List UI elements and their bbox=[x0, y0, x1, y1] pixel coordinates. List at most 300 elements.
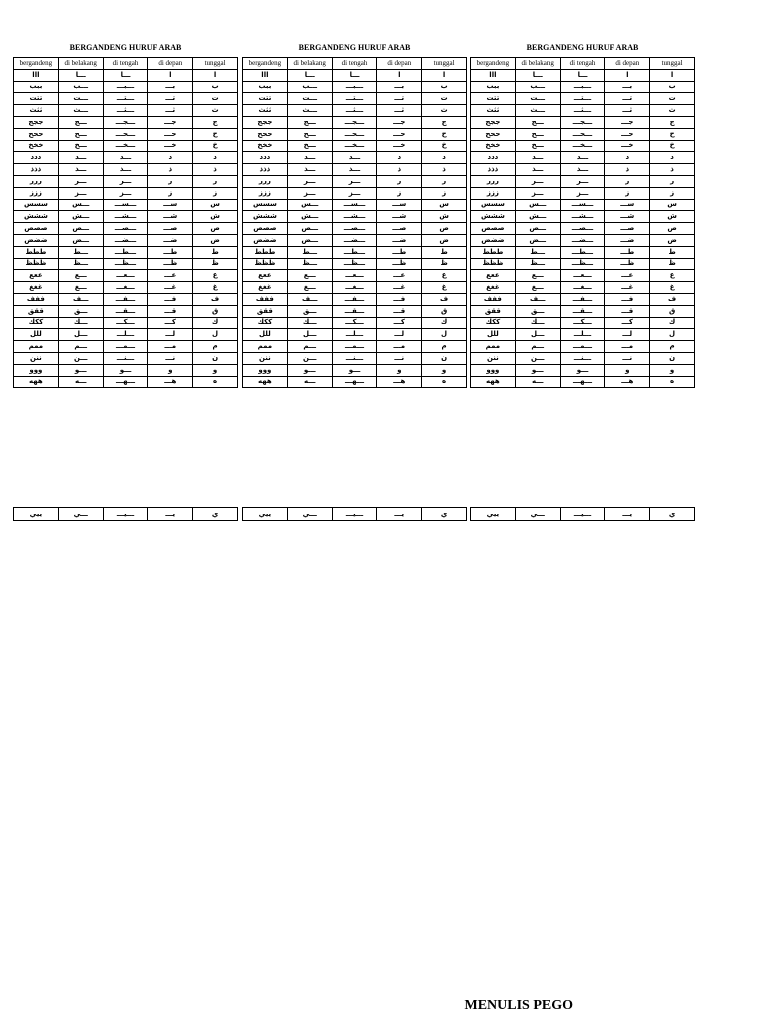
table-cell: غـــ bbox=[377, 282, 422, 294]
table-cell: قـــ bbox=[148, 305, 193, 317]
table-cell: ـــد bbox=[103, 152, 148, 164]
table-cell: خـــ bbox=[148, 140, 193, 152]
table-title: BERGANDENG HURUF ARAB bbox=[298, 43, 411, 52]
table-cell: ش bbox=[422, 211, 467, 223]
table-cell: ف bbox=[650, 293, 695, 305]
table-cell: خـــ bbox=[605, 140, 650, 152]
table-row bbox=[243, 364, 467, 376]
table-cell: مـــ bbox=[605, 341, 650, 353]
table-row bbox=[14, 187, 238, 199]
table-cell: ـــز bbox=[58, 187, 103, 199]
column-header: di depan bbox=[605, 58, 650, 70]
table-cell: صصص bbox=[243, 223, 288, 235]
table-cell: ـــخ bbox=[58, 140, 103, 152]
table-cell: ظ bbox=[193, 258, 238, 270]
table-row bbox=[471, 329, 695, 341]
table-cell: ـــك bbox=[58, 317, 103, 329]
table-cell: ـــق bbox=[515, 305, 560, 317]
table-cell: ـــج bbox=[58, 116, 103, 128]
table-cell: ههه bbox=[243, 376, 288, 388]
table-cell: ع bbox=[193, 270, 238, 282]
table-cell: ـــش bbox=[287, 211, 332, 223]
table-cell: ووو bbox=[14, 364, 59, 376]
table-cell: ـــجـــ bbox=[103, 116, 148, 128]
table-cell: ششش bbox=[471, 211, 516, 223]
table-cell: حـــ bbox=[605, 128, 650, 140]
table-cell: ح bbox=[193, 128, 238, 140]
table-cell: ـــف bbox=[58, 293, 103, 305]
table-cell: ذ bbox=[148, 164, 193, 176]
table-row bbox=[471, 175, 695, 187]
table-cell: ثثث bbox=[471, 105, 516, 117]
table-cell: غ bbox=[422, 282, 467, 294]
table-cell: ن bbox=[422, 352, 467, 364]
table-cell: ـــغـــ bbox=[103, 282, 148, 294]
table-cell: ـــا bbox=[560, 69, 605, 81]
letter-table-block-3 bbox=[470, 42, 695, 388]
table-cell: بـــ bbox=[377, 81, 422, 93]
table-cell: ـــت bbox=[515, 93, 560, 105]
table-cell: ههه bbox=[14, 376, 59, 388]
table-cell: ـــضـــ bbox=[103, 234, 148, 246]
table-cell: ا bbox=[148, 69, 193, 81]
table-cell: ا bbox=[377, 69, 422, 81]
table-cell: غغغ bbox=[243, 282, 288, 294]
table-row bbox=[14, 246, 238, 258]
table-cell: ســـ bbox=[377, 199, 422, 211]
table-row bbox=[243, 93, 467, 105]
footer-title: MENULIS PEGO bbox=[464, 998, 573, 1013]
table-cell: ص bbox=[650, 223, 695, 235]
table-cell: ققق bbox=[14, 305, 59, 317]
table-cell: فـــ bbox=[605, 293, 650, 305]
table-cell: عـــ bbox=[148, 270, 193, 282]
table-cell: ششش bbox=[243, 211, 288, 223]
table-cell: ذ bbox=[193, 164, 238, 176]
table-cell: ز bbox=[650, 187, 695, 199]
table-cell: ـــد bbox=[560, 152, 605, 164]
table-cell: طـــ bbox=[377, 246, 422, 258]
table-cell: ـــمـــ bbox=[560, 341, 605, 353]
table-cell: تتت bbox=[14, 93, 59, 105]
table-cell: ـــظـــ bbox=[332, 258, 377, 270]
table-cell: د bbox=[148, 152, 193, 164]
table-cell: ـــي bbox=[58, 508, 103, 521]
table-cell: ـــو bbox=[58, 364, 103, 376]
table-cell: ـــمـــ bbox=[332, 341, 377, 353]
table-cell: ظظظ bbox=[471, 258, 516, 270]
table-cell: ـــصـــ bbox=[560, 223, 605, 235]
table-cell: ههه bbox=[471, 376, 516, 388]
table-cell: ففف bbox=[471, 293, 516, 305]
table-cell: ر bbox=[377, 175, 422, 187]
table-cell: ـــس bbox=[515, 199, 560, 211]
table-cell: ككك bbox=[14, 317, 59, 329]
table-cell: خخخ bbox=[243, 140, 288, 152]
letter-table-block-2 bbox=[242, 42, 467, 388]
table-row bbox=[243, 305, 467, 317]
table-cell: ـــه bbox=[287, 376, 332, 388]
table-cell: خـــ bbox=[377, 140, 422, 152]
table-cell: ط bbox=[422, 246, 467, 258]
table-row bbox=[471, 128, 695, 140]
table-cell: ااا bbox=[243, 69, 288, 81]
table-row bbox=[471, 508, 695, 521]
table-cell: ضضض bbox=[14, 234, 59, 246]
table-cell: ي bbox=[193, 508, 238, 521]
table-cell: تـــ bbox=[148, 93, 193, 105]
table-row bbox=[14, 128, 238, 140]
table-cell: ـــع bbox=[515, 270, 560, 282]
table-cell: ـــض bbox=[287, 234, 332, 246]
table-cell: ضـــ bbox=[605, 234, 650, 246]
table-row bbox=[14, 211, 238, 223]
table-cell: ســـ bbox=[605, 199, 650, 211]
table-cell: ه bbox=[422, 376, 467, 388]
table-cell: ـــو bbox=[515, 364, 560, 376]
table-cell: ـــخـــ bbox=[560, 140, 605, 152]
table-cell: ـــب bbox=[58, 81, 103, 93]
table-row bbox=[243, 508, 467, 521]
table-cell: ـــفـــ bbox=[103, 293, 148, 305]
table-cell: ججج bbox=[243, 116, 288, 128]
table-cell: ااا bbox=[471, 69, 516, 81]
table-cell: ع bbox=[422, 270, 467, 282]
table-cell: ـــو bbox=[332, 364, 377, 376]
bottom-table-body bbox=[471, 508, 695, 521]
table-cell: ـــر bbox=[103, 175, 148, 187]
table-cell: ظـــ bbox=[377, 258, 422, 270]
table-cell: ـــنـــ bbox=[560, 352, 605, 364]
table-cell: ـــث bbox=[515, 105, 560, 117]
table-cell: ـــو bbox=[287, 364, 332, 376]
table-cell: قـــ bbox=[377, 305, 422, 317]
table-cell: ج bbox=[193, 116, 238, 128]
table-cell: ض bbox=[193, 234, 238, 246]
table-row bbox=[14, 152, 238, 164]
table-cell: ـــح bbox=[287, 128, 332, 140]
table-cell: طـــ bbox=[148, 246, 193, 258]
table-cell: ـــذ bbox=[103, 164, 148, 176]
table-cell: ص bbox=[193, 223, 238, 235]
table-row bbox=[471, 187, 695, 199]
table-row bbox=[14, 293, 238, 305]
table-cell: ـــكـــ bbox=[103, 317, 148, 329]
table-row bbox=[243, 69, 467, 81]
table-cell: سسس bbox=[471, 199, 516, 211]
table-cell: ررر bbox=[243, 175, 288, 187]
table-row bbox=[471, 116, 695, 128]
table-row bbox=[14, 81, 238, 93]
table-cell: ب bbox=[193, 81, 238, 93]
table-row bbox=[471, 152, 695, 164]
table-body bbox=[243, 69, 467, 388]
table-cell: ججج bbox=[14, 116, 59, 128]
table-row bbox=[14, 93, 238, 105]
table-cell: ممم bbox=[471, 341, 516, 353]
table-cell: ـــبـــ bbox=[560, 81, 605, 93]
table-cell: تتت bbox=[243, 93, 288, 105]
table-cell: ض bbox=[650, 234, 695, 246]
table-row bbox=[14, 223, 238, 235]
table-cell: ظظظ bbox=[14, 258, 59, 270]
table-row bbox=[243, 211, 467, 223]
column-header: di belakang bbox=[515, 58, 560, 70]
table-cell: شـــ bbox=[605, 211, 650, 223]
table-row bbox=[243, 329, 467, 341]
table-cell: حـــ bbox=[377, 128, 422, 140]
table-cell: ز bbox=[422, 187, 467, 199]
table-cell: فـــ bbox=[377, 293, 422, 305]
table-cell: ت bbox=[193, 93, 238, 105]
table-row bbox=[243, 317, 467, 329]
table-cell: ـــس bbox=[287, 199, 332, 211]
table-cell: ـــصـــ bbox=[103, 223, 148, 235]
table-cell: ذذذ bbox=[471, 164, 516, 176]
table-cell: هـــ bbox=[148, 376, 193, 388]
table-cell: ـــضـــ bbox=[332, 234, 377, 246]
table-cell: ججج bbox=[471, 116, 516, 128]
table-cell: ض bbox=[422, 234, 467, 246]
table-cell: ثـــ bbox=[148, 105, 193, 117]
table-cell: صـــ bbox=[605, 223, 650, 235]
table-cell: كـــ bbox=[377, 317, 422, 329]
table-row bbox=[243, 352, 467, 364]
table-cell: ببب bbox=[243, 81, 288, 93]
table-cell: ـــو bbox=[560, 364, 605, 376]
table-cell: ـــي bbox=[287, 508, 332, 521]
bottom-letter-table-3 bbox=[470, 507, 695, 521]
table-cell: حـــ bbox=[148, 128, 193, 140]
table-cell: ق bbox=[650, 305, 695, 317]
table-cell: عع‍ع bbox=[243, 270, 288, 282]
table-cell: ـــخـــ bbox=[332, 140, 377, 152]
column-header: di tengah bbox=[332, 58, 377, 70]
table-cell: د bbox=[193, 152, 238, 164]
table-cell: ـــنـــ bbox=[332, 352, 377, 364]
table-cell: ـــق bbox=[58, 305, 103, 317]
table-cell: ـــش bbox=[515, 211, 560, 223]
table-cell: ـــد bbox=[58, 152, 103, 164]
table-cell: ه bbox=[650, 376, 695, 388]
table-cell: ش bbox=[193, 211, 238, 223]
table-cell: ـــط bbox=[58, 246, 103, 258]
table-cell: ـــم bbox=[515, 341, 560, 353]
table-cell: ـــجـــ bbox=[332, 116, 377, 128]
table-cell: ـــلـــ bbox=[332, 329, 377, 341]
letter-table bbox=[470, 57, 695, 388]
table-cell: ـــهـــ bbox=[103, 376, 148, 388]
table-cell: ـــحـــ bbox=[560, 128, 605, 140]
table-cell: د bbox=[422, 152, 467, 164]
table-cell: نـــ bbox=[605, 352, 650, 364]
table-row bbox=[243, 152, 467, 164]
table-cell: ز bbox=[377, 187, 422, 199]
table-cell: ط bbox=[193, 246, 238, 258]
table-cell: عـــ bbox=[377, 270, 422, 282]
table-cell: م bbox=[422, 341, 467, 353]
table-cell: ذذذ bbox=[243, 164, 288, 176]
table-cell: ـــل bbox=[58, 329, 103, 341]
table-cell: شـــ bbox=[377, 211, 422, 223]
table-cell: ـــه bbox=[515, 376, 560, 388]
table-cell: هـــ bbox=[377, 376, 422, 388]
table-cell: ثثث bbox=[14, 105, 59, 117]
table-cell: ـــر bbox=[58, 175, 103, 187]
table-cell: يـــ bbox=[377, 508, 422, 521]
table-cell: ـــغ bbox=[58, 282, 103, 294]
table-cell: ـــز bbox=[103, 187, 148, 199]
table-cell: د bbox=[650, 152, 695, 164]
table-cell: ووو bbox=[471, 364, 516, 376]
table-cell: ـــثـــ bbox=[560, 105, 605, 117]
table-cell: غغغ bbox=[471, 282, 516, 294]
column-header: tunggal bbox=[422, 58, 467, 70]
table-cell: و bbox=[148, 364, 193, 376]
table-row bbox=[471, 352, 695, 364]
table-cell: ـــا bbox=[332, 69, 377, 81]
table-cell: ف bbox=[422, 293, 467, 305]
table-row bbox=[471, 341, 695, 353]
table-cell: ححح bbox=[14, 128, 59, 140]
table-cell: ـــفـــ bbox=[332, 293, 377, 305]
table-cell: ص bbox=[422, 223, 467, 235]
table-cell: ظ bbox=[650, 258, 695, 270]
table-cell: ـــا bbox=[287, 69, 332, 81]
table-cell: ـــن bbox=[515, 352, 560, 364]
table-cell: ـــطـــ bbox=[103, 246, 148, 258]
table-cell: ه bbox=[193, 376, 238, 388]
table-cell: ك bbox=[193, 317, 238, 329]
table-cell: ـــجـــ bbox=[560, 116, 605, 128]
table-cell: ك bbox=[650, 317, 695, 329]
table-cell: خخخ bbox=[14, 140, 59, 152]
table-cell: ـــغـــ bbox=[332, 282, 377, 294]
table-cell: ففف bbox=[14, 293, 59, 305]
table-cell: ـــكـــ bbox=[332, 317, 377, 329]
table-cell: ـــظـــ bbox=[103, 258, 148, 270]
table-row bbox=[243, 282, 467, 294]
table-cell: كـــ bbox=[148, 317, 193, 329]
table-cell: ـــظ bbox=[287, 258, 332, 270]
table-cell: ش bbox=[650, 211, 695, 223]
table-cell: ن bbox=[193, 352, 238, 364]
table-cell: ـــلـــ bbox=[103, 329, 148, 341]
table-row bbox=[14, 164, 238, 176]
table-cell: ر bbox=[148, 175, 193, 187]
table-cell: ننن bbox=[14, 352, 59, 364]
table-cell: صصص bbox=[14, 223, 59, 235]
table-cell: ـــب bbox=[287, 81, 332, 93]
table-cell: ـــبـــ bbox=[103, 81, 148, 93]
table-cell: ســـ bbox=[148, 199, 193, 211]
table-row bbox=[243, 270, 467, 282]
table-cell: ززز bbox=[14, 187, 59, 199]
table-cell: ـــحـــ bbox=[332, 128, 377, 140]
table-cell: ا bbox=[605, 69, 650, 81]
table-cell: ب bbox=[422, 81, 467, 93]
table-cell: ـــت bbox=[58, 93, 103, 105]
table-cell: ـــغـــ bbox=[560, 282, 605, 294]
table-cell: ـــهـــ bbox=[332, 376, 377, 388]
table-cell: ـــطـــ bbox=[560, 246, 605, 258]
table-cell: ج bbox=[650, 116, 695, 128]
table-cell: كـــ bbox=[605, 317, 650, 329]
table-cell: ـــا bbox=[103, 69, 148, 81]
table-cell: ززز bbox=[471, 187, 516, 199]
table-cell: لـــ bbox=[148, 329, 193, 341]
table-cell: ـــر bbox=[332, 175, 377, 187]
table-cell: ـــســـ bbox=[560, 199, 605, 211]
table-cell: د bbox=[605, 152, 650, 164]
table-cell: ـــا bbox=[58, 69, 103, 81]
table-row bbox=[471, 140, 695, 152]
table-cell: طـــ bbox=[605, 246, 650, 258]
table-cell: ز bbox=[605, 187, 650, 199]
table-cell: ححح bbox=[243, 128, 288, 140]
letter-table bbox=[13, 57, 238, 388]
table-row bbox=[14, 234, 238, 246]
table-cell: ز bbox=[193, 187, 238, 199]
table-row bbox=[471, 81, 695, 93]
table-header-row bbox=[471, 58, 695, 70]
table-cell: ر bbox=[605, 175, 650, 187]
table-cell: تـــ bbox=[605, 93, 650, 105]
table-cell: ضـــ bbox=[148, 234, 193, 246]
table-row bbox=[243, 199, 467, 211]
table-row bbox=[471, 376, 695, 388]
table-cell: ـــن bbox=[287, 352, 332, 364]
table-cell: ـــث bbox=[287, 105, 332, 117]
table-cell: س bbox=[422, 199, 467, 211]
table-cell: ـــطـــ bbox=[332, 246, 377, 258]
table-row bbox=[471, 317, 695, 329]
table-cell: ذ bbox=[650, 164, 695, 176]
table-cell: ضضض bbox=[243, 234, 288, 246]
table-row bbox=[471, 93, 695, 105]
table-row bbox=[243, 293, 467, 305]
table-cell: ـــح bbox=[58, 128, 103, 140]
table-cell: س bbox=[193, 199, 238, 211]
table-row bbox=[14, 270, 238, 282]
table-cell: ـــه bbox=[58, 376, 103, 388]
table-cell: ـــنـــ bbox=[103, 352, 148, 364]
table-cell: سسس bbox=[243, 199, 288, 211]
table-cell: ا bbox=[422, 69, 467, 81]
table-row bbox=[14, 175, 238, 187]
column-header: di tengah bbox=[103, 58, 148, 70]
table-cell: ـــد bbox=[287, 152, 332, 164]
table-row bbox=[471, 211, 695, 223]
table-row bbox=[14, 305, 238, 317]
table-cell: شـــ bbox=[148, 211, 193, 223]
table-cell: ـــف bbox=[287, 293, 332, 305]
table-row bbox=[243, 164, 467, 176]
table-cell: ققق bbox=[243, 305, 288, 317]
table-cell: هـــ bbox=[605, 376, 650, 388]
table-row bbox=[14, 376, 238, 388]
table-cell: ززز bbox=[243, 187, 288, 199]
table-cell: ممم bbox=[243, 341, 288, 353]
table-cell: ـــخـــ bbox=[103, 140, 148, 152]
table-cell: ـــقـــ bbox=[103, 305, 148, 317]
table-cell: ز bbox=[148, 187, 193, 199]
table-cell: عع‍ع bbox=[471, 270, 516, 282]
table-cell: ـــشـــ bbox=[332, 211, 377, 223]
table-cell: غ bbox=[650, 282, 695, 294]
table-row bbox=[243, 175, 467, 187]
table-row bbox=[471, 164, 695, 176]
